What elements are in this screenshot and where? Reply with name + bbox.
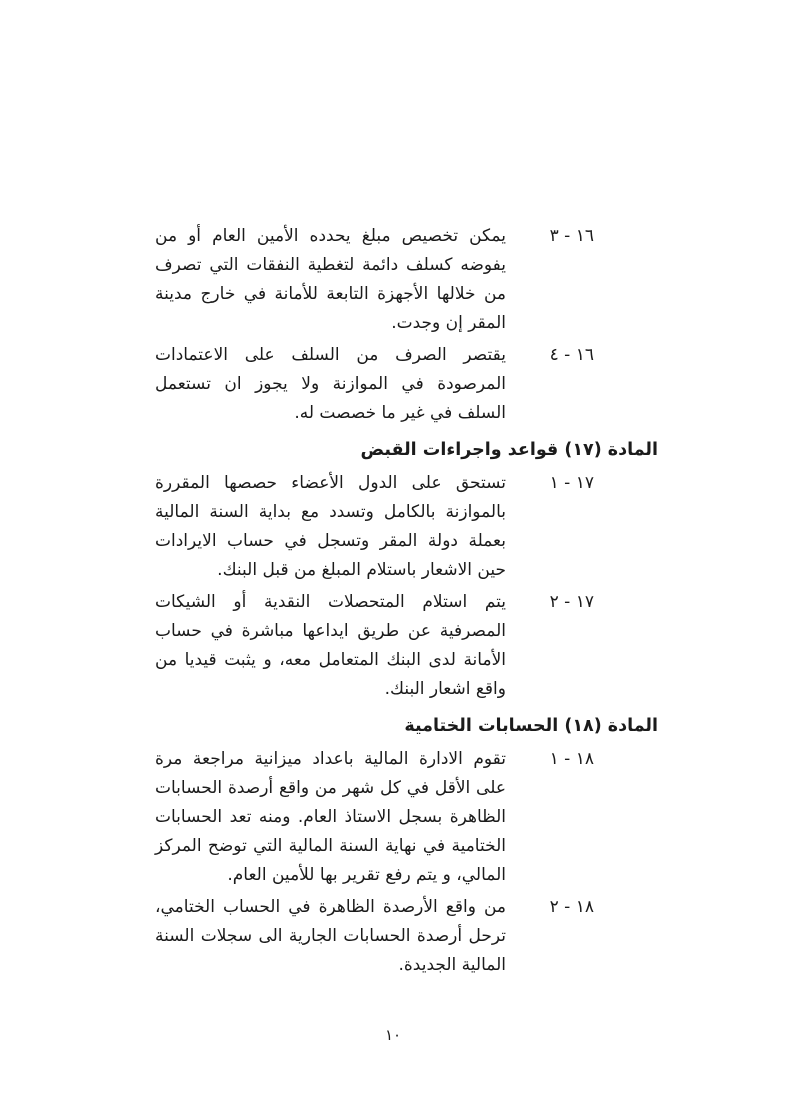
article-item-text: يمكن تخصيص مبلغ يحدده الأمين العام أو من يفوضه كسلف دائمة لتغطية النفقات التي تصرف من خلالها الأجهزة التابعة للأمانة في خارج مدينة المقر إن وجدت. — [155, 226, 506, 333]
article-item-text: يقتصر الصرف من السلف على الاعتمادات المرصودة في الموازنة ولا يجوز ان تستعمل السلف في غير ما خصصت له. — [155, 345, 506, 423]
article-item-16-3 — [155, 222, 658, 338]
article-item-number: ١٧ - ٢ — [549, 592, 594, 612]
document-content — [155, 222, 658, 983]
article-item-number: ١٦ - ٤ — [549, 345, 594, 365]
article-item-number: ١٨ - ٢ — [549, 897, 594, 917]
article-item-text: تقوم الادارة المالية باعداد ميزانية مراجعة مرة على الأقل في كل شهر من واقع أرصدة الحسابات الظاهرة بسجل الاستاذ العام. ومنه تعد الحسابات الختامية في نهاية السنة المالية التي توضح المركز المالي، و يتم رفع تقرير بها للأمين العام. — [155, 749, 506, 885]
article-item-text: تستحق على الدول الأعضاء حصصها المقررة بالموازنة بالكامل وتسدد مع بداية السنة المالية بعملة دولة المقر وتسجل في حساب الايرادات حين الاشعار باستلام المبلغ من قبل البنك. — [155, 473, 506, 580]
article-item-17-2 — [155, 588, 658, 704]
article-item-number: ١٦ - ٣ — [549, 226, 594, 246]
article-item-18-1 — [155, 745, 658, 890]
article-18-heading: المادة (١٨) الحسابات الختامية — [404, 716, 658, 736]
article-item-number: ١٧ - ١ — [549, 473, 594, 493]
article-item-17-1 — [155, 469, 658, 585]
article-17-heading: المادة (١٧) قواعد واجراءات القبض — [360, 440, 658, 460]
article-item-18-2 — [155, 893, 658, 980]
article-item-number: ١٨ - ١ — [549, 749, 594, 769]
page-number: ١٠ — [384, 1026, 402, 1044]
article-item-text: يتم استلام المتحصلات النقدية أو الشيكات المصرفية عن طريق ايداعها مباشرة في حساب الأمانة لدى البنك المتعامل معه، و يثبت قيديا من واقع اشعار البنك. — [155, 592, 506, 699]
article-item-16-4 — [155, 341, 658, 428]
article-item-text: من واقع الأرصدة الظاهرة في الحساب الختامي، ترحل أرصدة الحسابات الجارية الى سجلات السنة المالية الجديدة. — [155, 897, 506, 975]
